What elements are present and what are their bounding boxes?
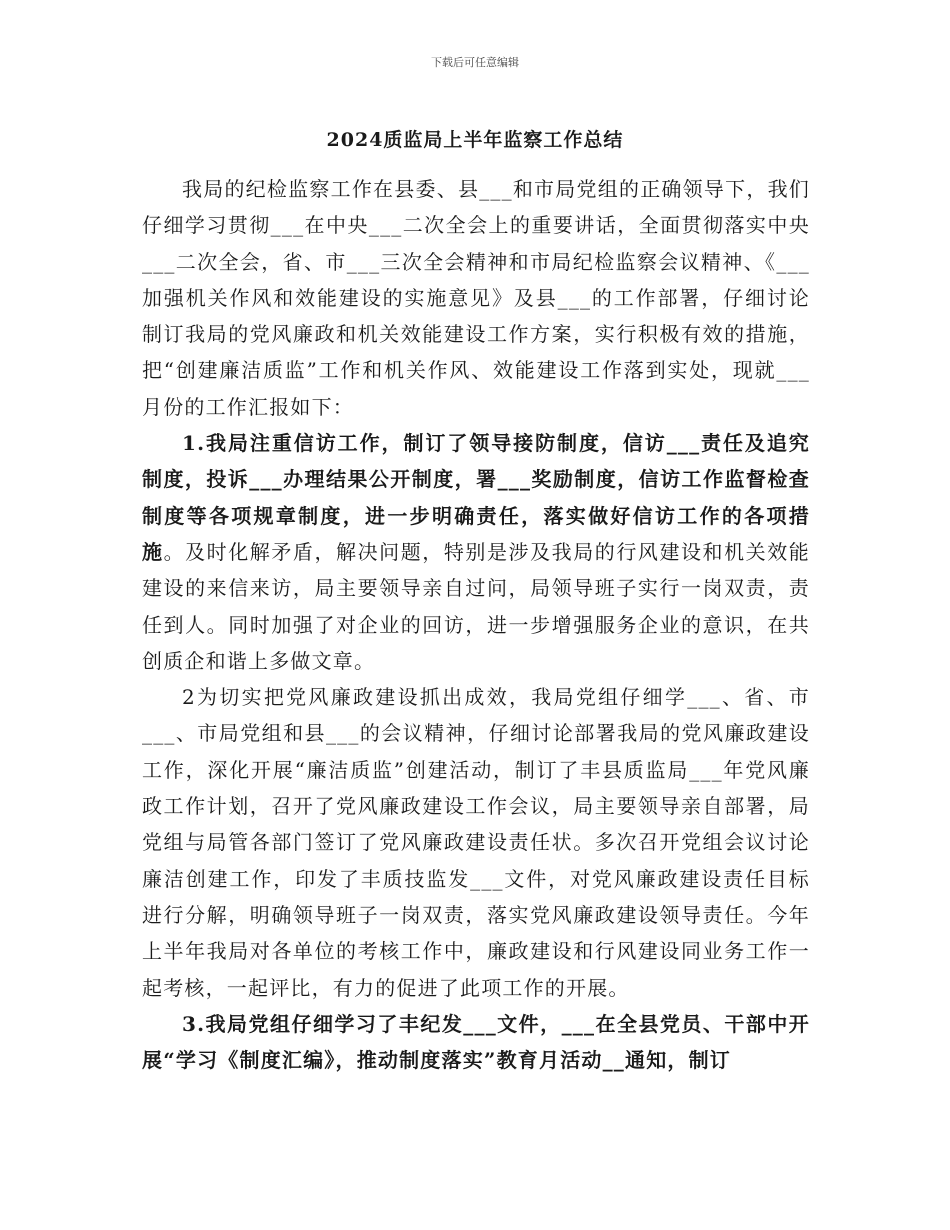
paragraph-text: 。及时化解矛盾，解决问题，特别是涉及我局的行风建设和机关效能建设的来信来访，局主要领导亲自过问，局领导班子实行一岗双责，责任到人。同时加强了对企业的回访，进一步增强服务企业的意识，在共创质企和谐上多做文章。: [142, 539, 810, 673]
paragraph-text: 2为切实把党风廉政建设抓出成效，我局党组仔细学___、省、市___、市局党组和县___的会议精神，仔细讨论部署我局的党风廉政建设工作，深化开展“廉洁质监”创建活动，制订了丰县质监局___年党风廉政工作计划，召开了党风廉政建设工作会议，局主要领导亲自部署，局党组与局管各部门签订了党风廉政建设责任状。多次召开党组会议讨论廉洁创建工作，印发了丰质技监发___文件，对党风廉政建设责任目标进行分解，明确领导班子一岗双责，落实党风廉政建设领导责任。今年上半年我局对各单位的考核工作中，廉政建设和行风建设同业务工作一起考核，一起评比，有力的促进了此项工作的开展。: [142, 685, 810, 1000]
paragraph-bold-lead: 3.我局党组仔细学习了丰纪发___文件，___在全县党员、干部中开展“学习《制度汇编》，推动制度落实”教育月活动__通知，制订: [142, 1011, 810, 1073]
document-body: [142, 171, 810, 1078]
paragraph-2: [142, 679, 810, 1006]
paragraph-intro: [142, 171, 810, 425]
paragraph-bold-lead: 1.我局注重信访工作，制订了领导接防制度，信访___责任及追究制度，投诉___办理结果公开制度，署___奖励制度，信访工作监督检查制度等各项规章制度，进一步明确责任，落实做好信访工作的各项措施: [142, 431, 810, 564]
header-note: 下载后可任意编辑: [431, 56, 519, 69]
document-title: 2024质监局上半年监察工作总结: [326, 129, 624, 151]
paragraph-text: 我局的纪检监察工作在县委、县___和市局党组的正确领导下，我们仔细学习贯彻___在中央___二次全会上的重要讲话，全面贯彻落实中央___二次全会，省、市___三次全会精神和市局纪检监察会议精神、《___加强机关作风和效能建设的实施意见》及县___的工作部署，仔细讨论制订我局的党风廉政和机关效能建设工作方案，实行积极有效的措施，把“创建廉洁质监”工作和机关作风、效能建设工作落到实处，现就___月份的工作汇报如下：: [142, 177, 810, 419]
paragraph-1: [142, 425, 810, 679]
paragraph-3: [142, 1006, 810, 1079]
